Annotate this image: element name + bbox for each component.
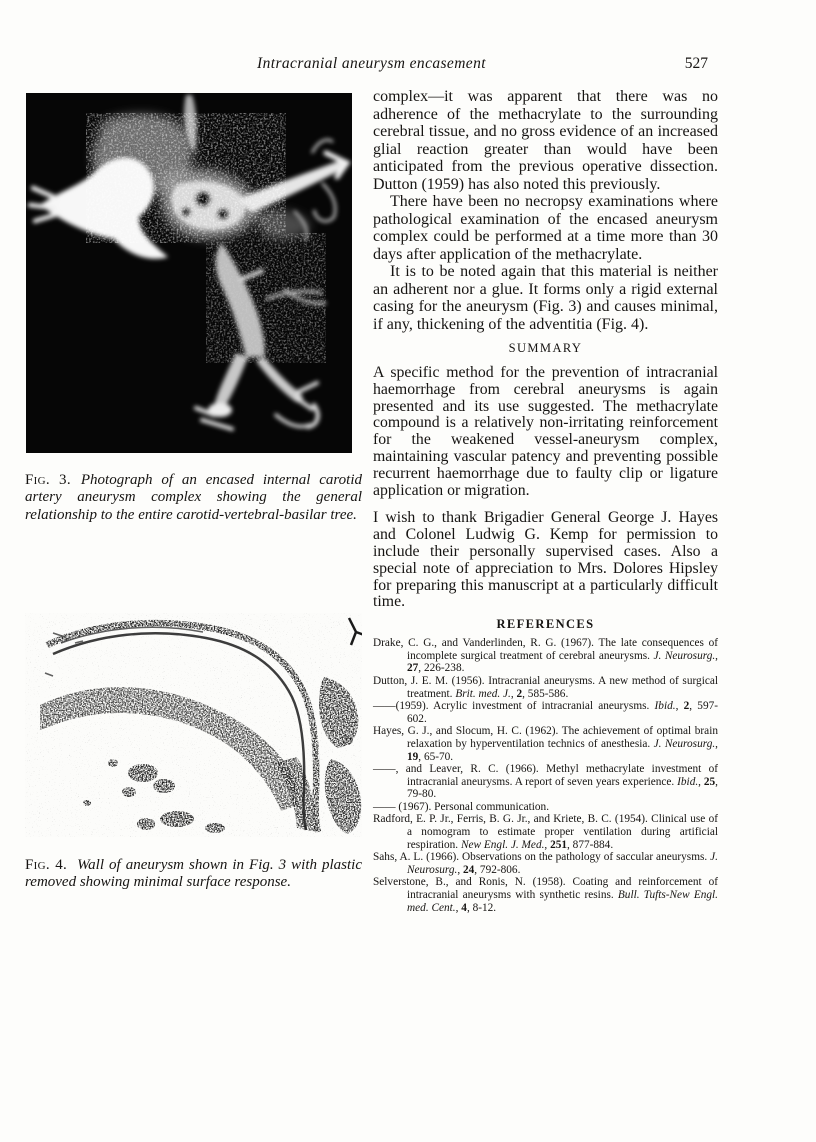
reference-text-segment: , [698, 775, 704, 788]
figure-3-caption [25, 472, 362, 524]
reference-item [373, 851, 718, 876]
reference-text-segment: Radford, E. P. Jr., Ferris, B. G. Jr., and Kriete, B. C. (1954). Clinical use of a nomogram to estimate proper ventilation during artificial respiration. [373, 813, 718, 851]
acknowledgment-paragraph: I wish to thank Brigadier General George J. Hayes and Colonel Ludwig G. Kemp for permission to include their personally supervised cases. Also a special note of appreciation to Mrs. Dolores Hipsley for preparing this manuscript at a particularly difficult time. [373, 509, 718, 611]
reference-text-segment: , 585-586. [522, 687, 569, 700]
reference-text-segment: —— (1967). Personal communication. [373, 800, 550, 813]
figure-4-image [25, 613, 362, 837]
reference-text-segment: Sahs, A. L. (1966). Observations on the pathology of saccular aneurysms. [373, 851, 711, 864]
reference-item [373, 700, 718, 725]
figure-3-caption-text: Photograph of an encased internal carotid artery aneurysm complex showing the general relationship to the entire carotid-vertebral-basilar tree. [25, 472, 362, 523]
summary-paragraph: A specific method for the prevention of intracranial haemorrhage from cerebral aneurysms is again presented and its use suggested. The methacrylate compound is a relatively non-irritating reinforcement for the weakened vessel-aneurysm complex, maintaining vascular patency and preventing possible recurrent haemorrhage due to faulty clip or ligature application or migration. [373, 364, 718, 499]
reference-text-segment: 2 [683, 700, 690, 713]
reference-text-segment: New Engl. J. Med. [460, 838, 545, 851]
reference-text-segment: , [455, 901, 462, 914]
reference-text-segment: 2 [516, 687, 523, 700]
reference-text-segment: ——, and Leaver, R. C. (1966). Methyl methacrylate investment of intracranial aneurysms. A report of seven years experience. [373, 763, 718, 788]
reference-text-segment: 4 [461, 901, 467, 914]
reference-text-segment: , 79-80. [407, 775, 718, 801]
page-number: 527 [684, 55, 708, 72]
reference-text-segment: 251 [550, 838, 568, 851]
reference-text-segment: , [544, 838, 551, 851]
running-head [25, 55, 718, 73]
running-title: Intracranial aneurysm encasement [257, 55, 486, 72]
reference-text-segment: Drake, C. G., and Vanderlinden, R. G. (1967). The late consequences of incomplete surgical treatment of cerebral aneurysms. [373, 637, 718, 662]
reference-item [373, 876, 718, 914]
photomicrograph-fig4 [25, 613, 362, 837]
reference-text-segment: , [675, 700, 684, 713]
body-paragraph-3: It is to be noted again that this material is neither an adherent nor a glue. It forms only a rigid external casing for the aneurysm (Fig. 3) and causes minimal, if any, thickening of the adventitia (Fig. 4). [373, 263, 718, 333]
figure-4-caption [25, 857, 362, 892]
reference-text-segment: 24 [462, 863, 475, 876]
reference-text-segment: J. Neurosurg. [407, 851, 718, 876]
reference-item [373, 637, 718, 675]
reference-text-segment: Hayes, G. J., and Slocum, H. C. (1962). The achievement of optimal brain relaxation by hyperventilation technics of anesthesia. [373, 725, 718, 750]
reference-text-segment: Dutton, J. E. M. (1956). Intracranial aneurysms. A new method of surgical treatment. [373, 674, 718, 700]
reference-text-segment: , [715, 649, 718, 662]
reference-text-segment: Bull. Tufts-New Engl. med. Cent. [407, 889, 718, 914]
summary-heading: SUMMARY [508, 341, 583, 355]
reference-text-segment: , [715, 737, 718, 750]
reference-text-segment: , 792-806. [474, 863, 521, 876]
text-column [373, 88, 718, 914]
reference-text-segment: , 65-70. [418, 750, 454, 763]
references-heading: REFERENCES [496, 617, 595, 632]
figure-3-image [26, 93, 352, 453]
reference-text-segment: J. Neurosurg. [653, 737, 716, 750]
figure-3-label: Fig. 3. [25, 472, 71, 488]
reference-text-segment: , [510, 687, 517, 700]
reference-text-segment: 25 [703, 775, 716, 788]
reference-item [373, 763, 718, 801]
reference-text-segment: , 597-602. [407, 700, 718, 725]
reference-text-segment: 19 [407, 750, 419, 763]
reference-item [373, 675, 718, 700]
reference-item [373, 801, 718, 814]
reference-text-segment: J. Neurosurg. [653, 649, 716, 662]
references-list [373, 637, 718, 914]
reference-text-segment: 27 [407, 662, 419, 675]
body-paragraph-1: complex—it was apparent that there was no adherence of the methacrylate to the surrounding cerebral tissue, and no gross evidence of an increased glial reaction greater than would have been anticipated from the previous operative dissection. Dutton (1959) has also noted this previously. [373, 88, 718, 193]
reference-text-segment: ——(1959). Acrylic investment of intracranial aneurysms. [373, 700, 655, 713]
reference-text-segment: Ibid. [654, 700, 676, 713]
figure-4-caption-text: Wall of aneurysm shown in Fig. 3 with plastic removed showing minimal surface response. [25, 857, 362, 891]
reference-text-segment: , 226-238. [418, 662, 465, 675]
reference-text-segment: , 8-12. [466, 901, 497, 914]
figure-4-label: Fig. 4. [25, 857, 68, 873]
reference-text-segment: Selverstone, B., and Ronis, N. (1958). Coating and reinforcement of intracranial aneurysms with synthetic resins. [373, 876, 718, 902]
reference-text-segment: , [457, 863, 463, 876]
reference-text-segment: Brit. med. J. [455, 687, 511, 700]
reference-item [373, 725, 718, 763]
reference-text-segment: , 877-884. [567, 838, 614, 851]
body-paragraph-2: There have been no necropsy examinations where pathological examination of the encased aneurysm complex could be performed at a time more than 30 days after application of the methacrylate. [373, 193, 718, 263]
reference-text-segment: Ibid. [677, 775, 699, 788]
angiogram-photo-fig3 [26, 93, 352, 453]
reference-item [373, 813, 718, 851]
